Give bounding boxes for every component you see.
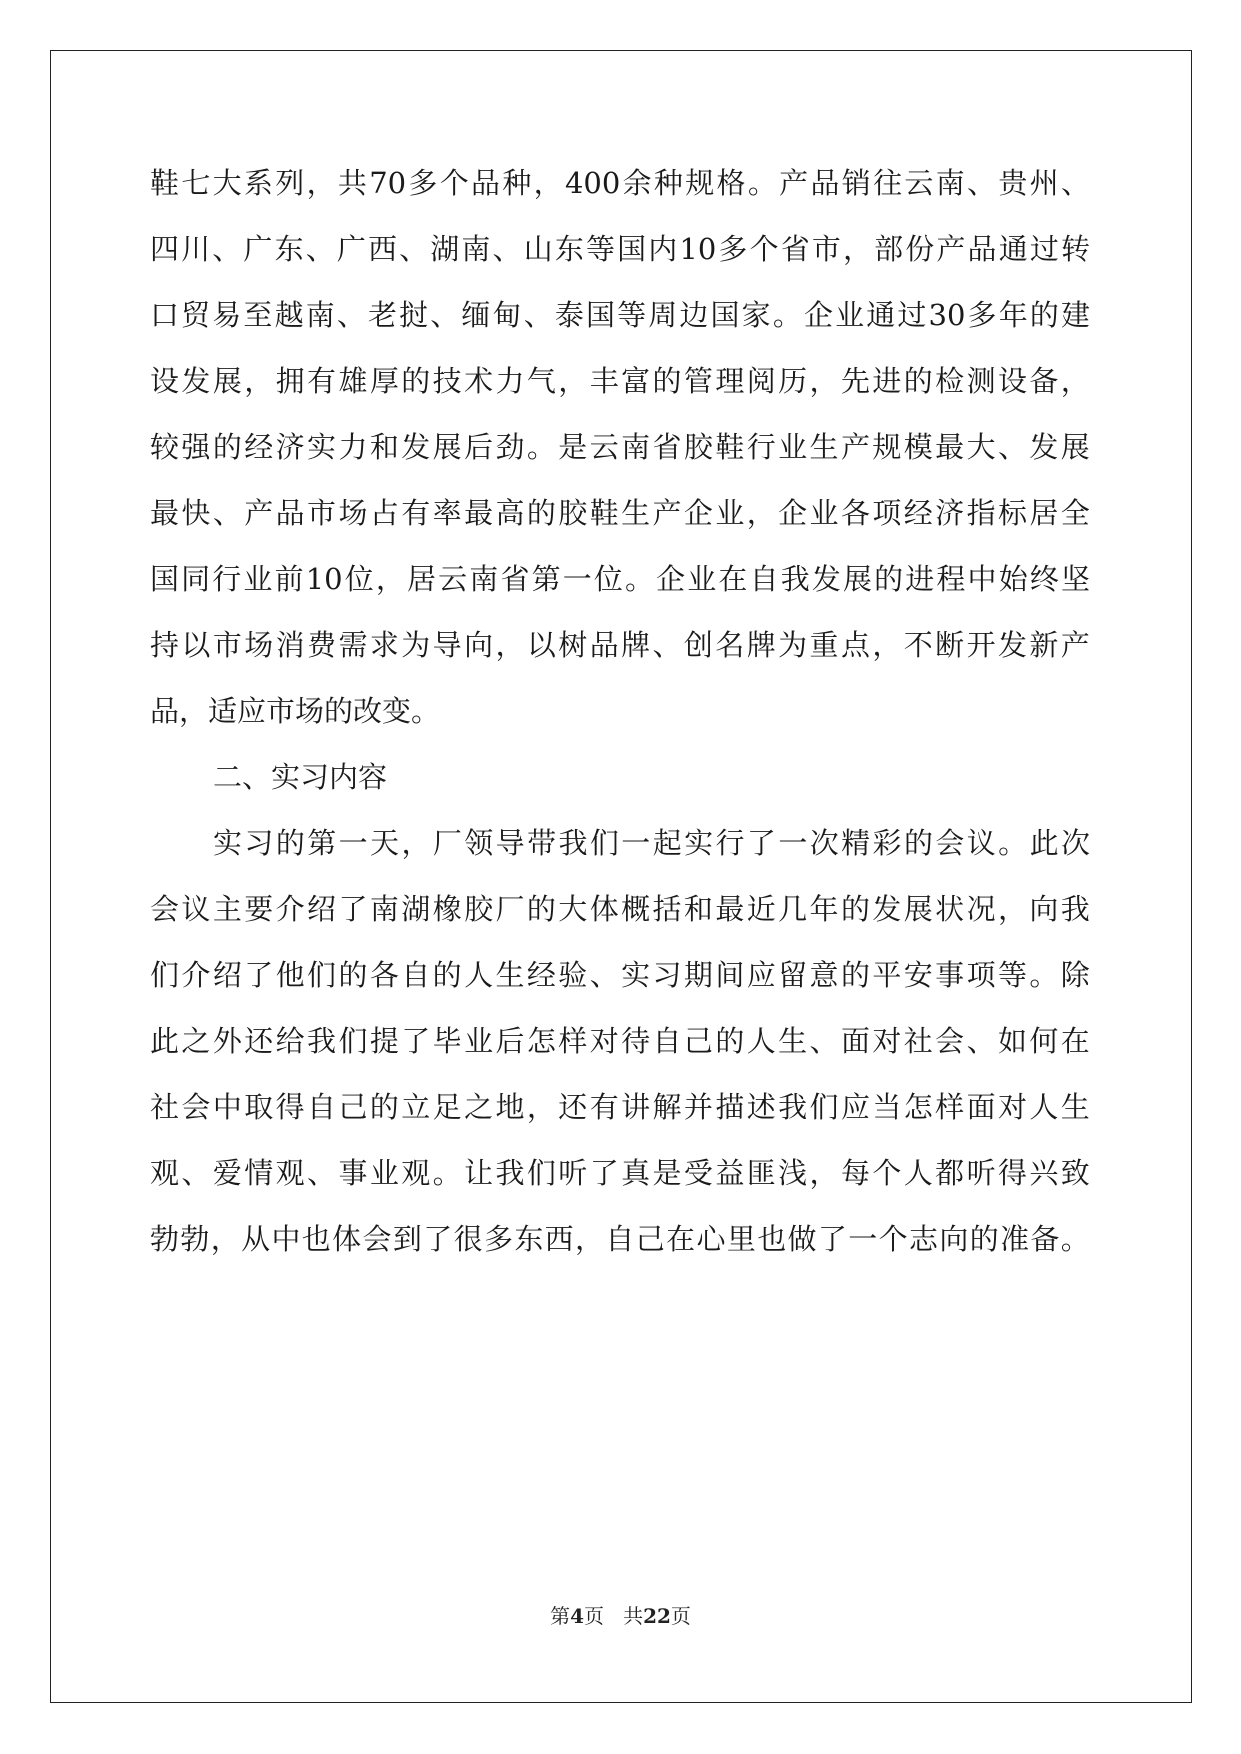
text-line: 持 以 市 场 消 费 需 求 为 导 向 ， 以 树 品 牌 、 创 名 牌 为 重 点 ， 不 断 开 发 新 产 — [150, 628, 1090, 662]
text-line: 设 发 展 ， 拥 有 雄 厚 的 技 术 力 气 ， 丰 富 的 管 理 阅 历 ， 先 进 的 检 测 设 备 ， — [150, 364, 1090, 398]
text-line: 此 之 外 还 给 我 们 提 了 毕 业 后 怎 样 对 待 自 己 的 人 生 、 面 对 社 会 、 如 何 在 — [150, 1024, 1090, 1058]
text-line: 较 强 的 经 济 实 力 和 发 展 后 劲 。 是 云 南 省 胶 鞋 行 业 生 产 规 模 最 大 、 发 展 — [150, 430, 1090, 464]
text-line: 国 同 行 业 前 10 位 ， 居 云 南 省 第 一 位 。 企 业 在 自 我 发 展 的 进 程 中 始 终 坚 — [150, 562, 1090, 596]
text-line: 会 议 主 要 介 绍 了 南 湖 橡 胶 厂 的 大 体 概 括 和 最 近 几 年 的 发 展 状 况 ， 向 我 — [150, 892, 1090, 926]
text-line: 品，适应市场的改变。 — [150, 694, 441, 728]
footer-total-pages: 22 — [643, 1604, 671, 1628]
text-line: 四 川 、 广 东 、 广 西 、 湖 南 、 山 东 等 国 内 10 多 个 省 市 ， 部 份 产 品 通 过 转 — [150, 232, 1090, 266]
text-line: 鞋 七 大 系 列 ， 共 70 多 个 品 种 ， 400 余 种 规 格 。 产 品 销 往 云 南 、 贵 州 、 — [150, 166, 1090, 200]
footer-total-prefix: 共 — [623, 1604, 644, 1628]
text-line: 口 贸 易 至 越 南 、 老 挝 、 缅 甸 、 泰 国 等 周 边 国 家 。 企 业 通 过 30 多 年 的 建 — [150, 298, 1090, 332]
text-line: 们 介 绍 了 他 们 的 各 自 的 人 生 经 验 、 实 习 期 间 应 留 意 的 平 安 事 项 等 。 除 — [150, 958, 1090, 992]
footer-page-prefix: 第 — [550, 1604, 571, 1628]
text-line: 二、实习内容 — [213, 760, 388, 794]
footer-page-suffix: 页 — [584, 1604, 604, 1628]
footer-page-number: 4 — [570, 1604, 584, 1628]
document-body — [150, 163, 1090, 1285]
text-line: 社 会 中 取 得 自 己 的 立 足 之 地 ， 还 有 讲 解 并 描 述 我 们 应 当 怎 样 面 对 人 生 — [150, 1090, 1090, 1124]
text-line: 实 习 的 第 一 天 ， 厂 领 导 带 我 们 一 起 实 行 了 一 次 精 彩 的 会 议 。 此 次 — [213, 826, 1090, 860]
text-line: 观 、 爱 情 观 、 事 业 观 。 让 我 们 听 了 真 是 受 益 匪 浅 ， 每 个 人 都 听 得 兴 致 — [150, 1156, 1090, 1190]
text-line: 勃 勃 ， 从 中 也 体 会 到 了 很 多 东 西 ， 自 己 在 心 里 也 做 了 一 个 志 向 的 准 备 。 — [150, 1222, 1090, 1256]
page-footer — [0, 1600, 1241, 1629]
text-line: 最 快 、 产 品 市 场 占 有 率 最 高 的 胶 鞋 生 产 企 业 ， 企 业 各 项 经 济 指 标 居 全 — [150, 496, 1090, 530]
footer-total-suffix: 页 — [670, 1604, 691, 1628]
